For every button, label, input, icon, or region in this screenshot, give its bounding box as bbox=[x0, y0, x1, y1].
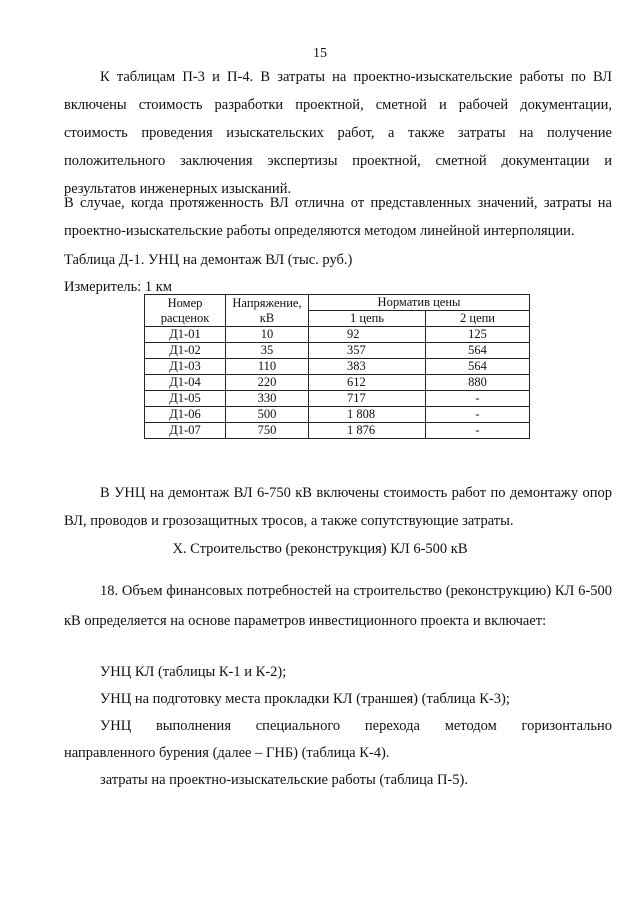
list-item: УНЦ выполнения специального перехода методом горизонтально bbox=[100, 718, 612, 734]
list-item-continuation: направленного бурения (далее – ГНБ) (таблица К-4). bbox=[64, 745, 390, 761]
cell-code: Д1-02 bbox=[145, 343, 226, 359]
section-heading: X. Строительство (реконструкция) КЛ 6-500 кВ bbox=[172, 541, 468, 557]
header-two-circuits: 2 цепи bbox=[426, 311, 530, 327]
header-one-circuit: 1 цепь bbox=[309, 311, 426, 327]
cell-two-circuits: - bbox=[426, 423, 530, 439]
cell-code: Д1-04 bbox=[145, 375, 226, 391]
cell-two-circuits: - bbox=[426, 391, 530, 407]
cell-one-circuit: 717 bbox=[309, 391, 426, 407]
cell-voltage: 500 bbox=[226, 407, 309, 423]
table-row bbox=[145, 375, 530, 391]
cell-code: Д1-01 bbox=[145, 327, 226, 343]
price-norm-table bbox=[144, 294, 530, 439]
paragraph-dismantle: В УНЦ на демонтаж ВЛ 6-750 кВ включены стоимость работ по демонтажу опор ВЛ, проводов и грозозащитных тросов, а также сопутствующие затраты. bbox=[64, 485, 612, 529]
paragraph-tables-note: К таблицам П-3 и П-4. В затраты на проектно-изыскательские работы по ВЛ включены стоимость разработки проектной, сметной и рабочей документации, стоимость проведения изыскательских работ, а также затраты на получение положительного заключения экспертизы проектной, сметной документации и результатов инженерных изысканий. bbox=[64, 69, 612, 197]
table-row bbox=[145, 359, 530, 375]
cell-two-circuits: 564 bbox=[426, 359, 530, 375]
cell-code: Д1-03 bbox=[145, 359, 226, 375]
cell-code: Д1-05 bbox=[145, 391, 226, 407]
cell-code: Д1-07 bbox=[145, 423, 226, 439]
cell-one-circuit: 612 bbox=[309, 375, 426, 391]
header-voltage: Напряжение, кВ bbox=[226, 295, 309, 327]
paragraph-18: 18. Объем финансовых потребностей на строительство (реконструкцию) КЛ 6-500 кВ определяется на основе параметров инвестиционного проекта и включает: bbox=[64, 583, 612, 629]
header-norm: Норматив цены bbox=[309, 295, 530, 311]
page-number: 15 bbox=[313, 46, 327, 61]
table-row bbox=[145, 407, 530, 423]
cell-one-circuit: 383 bbox=[309, 359, 426, 375]
cell-two-circuits: 880 bbox=[426, 375, 530, 391]
cell-two-circuits: 564 bbox=[426, 343, 530, 359]
cell-code: Д1-06 bbox=[145, 407, 226, 423]
paragraph-interpolation: В случае, когда протяженность ВЛ отлична от представленных значений, затраты на проектно-изыскательские работы определяются методом линейной интерполяции. bbox=[64, 195, 612, 239]
cell-one-circuit: 357 bbox=[309, 343, 426, 359]
cell-voltage: 750 bbox=[226, 423, 309, 439]
list-item: затраты на проектно-изыскательские работы (таблица П-5). bbox=[100, 772, 468, 788]
cell-one-circuit: 92 bbox=[309, 327, 426, 343]
list-item: УНЦ на подготовку места прокладки КЛ (траншея) (таблица К-3); bbox=[100, 691, 510, 707]
cell-one-circuit: 1 808 bbox=[309, 407, 426, 423]
cell-voltage: 220 bbox=[226, 375, 309, 391]
table-row bbox=[145, 327, 530, 343]
cell-voltage: 10 bbox=[226, 327, 309, 343]
table-row bbox=[145, 423, 530, 439]
table-row bbox=[145, 343, 530, 359]
table-row bbox=[145, 391, 530, 407]
header-code: Номер расценок bbox=[145, 295, 226, 327]
cell-voltage: 110 bbox=[226, 359, 309, 375]
cell-voltage: 330 bbox=[226, 391, 309, 407]
measure-unit: Измеритель: 1 км bbox=[64, 279, 172, 295]
cell-voltage: 35 bbox=[226, 343, 309, 359]
cell-two-circuits: - bbox=[426, 407, 530, 423]
cell-two-circuits: 125 bbox=[426, 327, 530, 343]
table-caption: Таблица Д-1. УНЦ на демонтаж ВЛ (тыс. руб.) bbox=[64, 252, 353, 268]
list-item: УНЦ КЛ (таблицы К-1 и К-2); bbox=[100, 664, 287, 680]
cell-one-circuit: 1 876 bbox=[309, 423, 426, 439]
